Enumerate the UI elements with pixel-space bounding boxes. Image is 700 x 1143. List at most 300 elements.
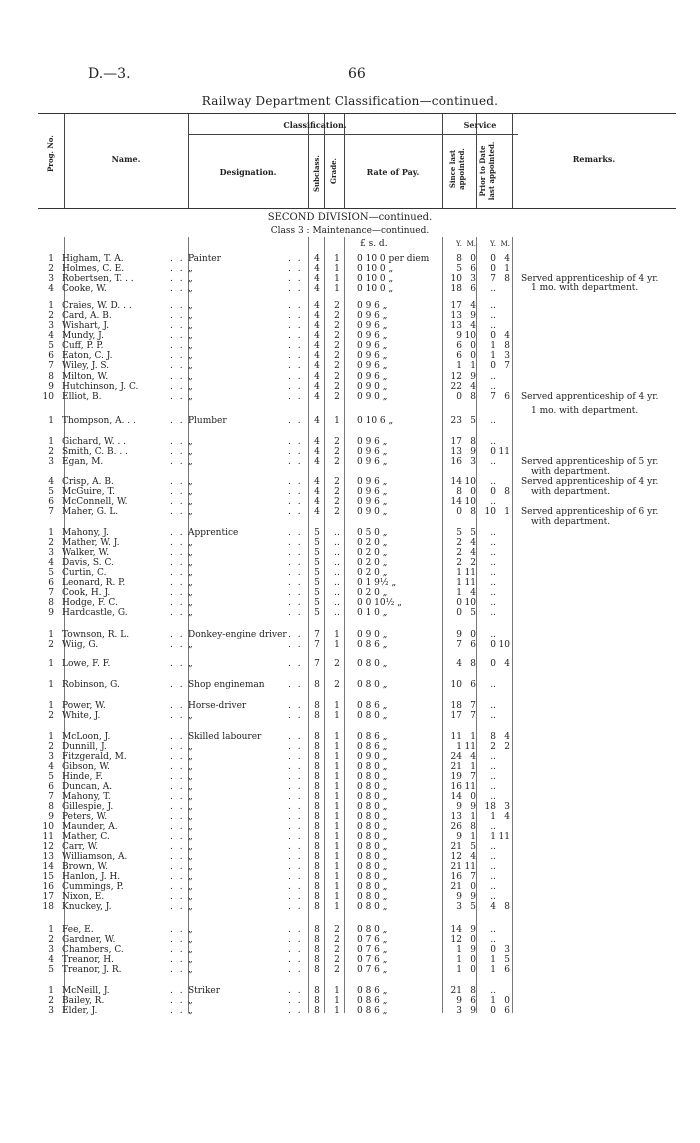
employee-name: Wiig, G. — [62, 640, 99, 650]
leader-dots: . . — [288, 372, 303, 382]
employee-name: Mahony, J. — [62, 528, 109, 538]
leader-dots: . . — [288, 264, 303, 274]
leader-dots: . . — [170, 732, 185, 742]
prior-years: 0 — [490, 945, 496, 955]
since-months: 11 — [464, 742, 476, 752]
grade: 1 — [334, 742, 340, 752]
since-months: 6 — [470, 640, 476, 650]
prior-years: 4 — [490, 902, 496, 912]
grade: 2 — [334, 497, 340, 507]
rate-of-pay: 0 7 6 „ — [357, 935, 388, 945]
leader-dots: . . — [170, 986, 185, 996]
since-months: 8 — [470, 507, 476, 517]
since-months: 0 — [470, 882, 476, 892]
grade: .. — [334, 558, 340, 568]
since-years: 26 — [450, 822, 462, 832]
subclass: 5 — [314, 558, 320, 568]
leader-dots: . . — [170, 711, 185, 721]
employee-name: Mundy, J. — [62, 331, 104, 341]
table-row — [0, 935, 700, 945]
prog-no: 3 — [48, 274, 54, 284]
prog-no: 2 — [48, 311, 54, 321]
rate-of-pay: 0 10 0 „ — [357, 284, 394, 294]
table-row — [0, 598, 700, 608]
leader-dots: . . — [170, 254, 185, 264]
prior-years: 7 — [490, 274, 496, 284]
grade: 2 — [334, 382, 340, 392]
table-row — [0, 640, 700, 650]
prior-years: .. — [490, 588, 496, 598]
prior-years: .. — [490, 568, 496, 578]
subclass: 4 — [314, 311, 320, 321]
designation: „ — [188, 301, 193, 311]
designation: „ — [188, 640, 193, 650]
prior-years: .. — [490, 538, 496, 548]
leader-dots: . . — [170, 955, 185, 965]
table-row — [0, 331, 700, 341]
units-months-since: M. — [466, 240, 476, 248]
since-months: 6 — [470, 996, 476, 1006]
since-months: 0 — [470, 792, 476, 802]
subclass: 8 — [314, 762, 320, 772]
prior-years: 0 — [490, 487, 496, 497]
designation: „ — [188, 742, 193, 752]
remarks-header: Remarks. — [572, 154, 616, 164]
prior-months: 8 — [504, 902, 510, 912]
designation: „ — [188, 382, 193, 392]
prior-to-date-header: Prior to Date last appointed. — [478, 141, 496, 201]
leader-dots: . . — [288, 925, 303, 935]
units-row — [0, 239, 700, 249]
prior-months: 6 — [504, 965, 510, 975]
subclass: 8 — [314, 832, 320, 842]
leader-dots: . . — [170, 996, 185, 1006]
since-years: 9 — [456, 832, 462, 842]
prior-years: .. — [490, 986, 496, 996]
designation: „ — [188, 752, 193, 762]
leader-dots: . . — [170, 274, 185, 284]
rate-of-pay: 0 8 0 „ — [357, 812, 388, 822]
prog-no: 1 — [48, 254, 54, 264]
subclass: 8 — [314, 812, 320, 822]
leader-dots: . . — [170, 812, 185, 822]
leader-dots: . . — [288, 882, 303, 892]
rate-of-pay: 0 8 6 „ — [357, 1006, 388, 1016]
remarks: Served apprenticeship of 6 yr. — [521, 507, 659, 517]
leader-dots: . . — [170, 382, 185, 392]
grade: 2 — [334, 457, 340, 467]
since-months: 4 — [470, 301, 476, 311]
leader-dots: . . — [170, 457, 185, 467]
prior-months: 3 — [504, 351, 510, 361]
prior-years: .. — [490, 608, 496, 618]
since-months: 1 — [470, 732, 476, 742]
leader-dots: . . — [288, 711, 303, 721]
designation: „ — [188, 782, 193, 792]
grade: .. — [334, 528, 340, 538]
subclass: 4 — [314, 477, 320, 487]
grade: .. — [334, 568, 340, 578]
leader-dots: . . — [170, 497, 185, 507]
grade: 2 — [334, 935, 340, 945]
employee-name: Peters, W. — [62, 812, 108, 822]
designation: „ — [188, 264, 193, 274]
grade: 2 — [334, 392, 340, 402]
prog-no: 7 — [48, 507, 54, 517]
prog-no: 1 — [48, 701, 54, 711]
since-months: 8 — [470, 392, 476, 402]
leader-dots: . . — [288, 361, 303, 371]
prog-no: 7 — [48, 792, 54, 802]
prog-no: 1 — [48, 986, 54, 996]
grade: 2 — [334, 955, 340, 965]
leader-dots: . . — [288, 935, 303, 945]
leader-dots: . . — [288, 321, 303, 331]
leader-dots: . . — [170, 701, 185, 711]
rate-of-pay: 0 9 0 „ — [357, 382, 388, 392]
prior-months: 7 — [504, 361, 510, 371]
since-months: 9 — [470, 892, 476, 902]
grade: .. — [334, 548, 340, 558]
leader-dots: . . — [288, 742, 303, 752]
table-row — [0, 802, 700, 812]
table-row — [0, 812, 700, 822]
designation: „ — [188, 608, 193, 618]
subclass: 7 — [314, 659, 320, 669]
prior-months: 10 — [498, 640, 510, 650]
since-years: 9 — [456, 892, 462, 902]
since-months: 0 — [470, 630, 476, 640]
since-years: 4 — [456, 659, 462, 669]
leader-dots: . . — [288, 762, 303, 772]
subclass: 4 — [314, 351, 320, 361]
since-months: 0 — [470, 254, 476, 264]
since-months: 10 — [464, 497, 476, 507]
since-years: 13 — [450, 311, 462, 321]
prior-years: .. — [490, 852, 496, 862]
prior-years: .. — [490, 842, 496, 852]
prog-no: 9 — [48, 812, 54, 822]
prog-no: 4 — [48, 331, 54, 341]
rate-of-pay: 0 8 6 „ — [357, 996, 388, 1006]
grade: .. — [334, 598, 340, 608]
grade: 2 — [334, 437, 340, 447]
employee-name: Gillespie, J. — [62, 802, 114, 812]
designation: „ — [188, 588, 193, 598]
rate-of-pay: 0 9 6 „ — [357, 497, 388, 507]
subclass: 8 — [314, 862, 320, 872]
rate-of-pay: 0 9 6 „ — [357, 447, 388, 457]
table-row — [0, 437, 700, 447]
designation: „ — [188, 558, 193, 568]
grade: 1 — [334, 630, 340, 640]
subclass: 8 — [314, 711, 320, 721]
table-row — [0, 782, 700, 792]
grade: 2 — [334, 331, 340, 341]
prog-no: 1 — [48, 528, 54, 538]
leader-dots: . . — [170, 538, 185, 548]
prior-months: 3 — [504, 802, 510, 812]
since-years: 21 — [450, 986, 462, 996]
prior-years: .. — [490, 528, 496, 538]
leader-dots: . . — [288, 437, 303, 447]
remark-continuation: 1 mo. with department. — [531, 406, 639, 416]
since-months: 7 — [470, 872, 476, 882]
prog-no: 3 — [48, 752, 54, 762]
prog-no: 2 — [48, 538, 54, 548]
prior-months: 0 — [504, 996, 510, 1006]
leader-dots: . . — [288, 548, 303, 558]
employee-name: Carr, W. — [62, 842, 99, 852]
since-months: 5 — [470, 842, 476, 852]
prior-years: .. — [490, 477, 496, 487]
rate-of-pay: 0 8 6 „ — [357, 640, 388, 650]
subclass: 8 — [314, 955, 320, 965]
prog-no: 10 — [42, 822, 54, 832]
leader-dots: . . — [288, 341, 303, 351]
grade: 1 — [334, 822, 340, 832]
since-months: 0 — [470, 487, 476, 497]
designation: „ — [188, 1006, 193, 1016]
since-years: 10 — [450, 680, 462, 690]
subclass: 4 — [314, 284, 320, 294]
since-months: 11 — [464, 578, 476, 588]
employee-name: McLoon, J. — [62, 732, 111, 742]
leader-dots: . . — [170, 659, 185, 669]
subclass: 8 — [314, 772, 320, 782]
rate-of-pay: 0 8 0 „ — [357, 711, 388, 721]
subclass: 4 — [314, 321, 320, 331]
service-header: Service — [463, 120, 497, 130]
designation: „ — [188, 578, 193, 588]
leader-dots: . . — [170, 341, 185, 351]
designation: „ — [188, 284, 193, 294]
leader-dots: . . — [170, 507, 185, 517]
designation: „ — [188, 955, 193, 965]
leader-dots: . . — [288, 608, 303, 618]
prior-years: 1 — [490, 812, 496, 822]
leader-dots: . . — [288, 311, 303, 321]
since-months: 0 — [470, 935, 476, 945]
leader-dots: . . — [170, 437, 185, 447]
employee-name: Crisp, A. B. — [62, 477, 114, 487]
since-years: 13 — [450, 321, 462, 331]
prior-years: .. — [490, 578, 496, 588]
prog-no: 1 — [48, 437, 54, 447]
designation: „ — [188, 762, 193, 772]
subclass: 8 — [314, 842, 320, 852]
prior-months: 4 — [504, 812, 510, 822]
table-row — [0, 772, 700, 782]
subclass: 4 — [314, 301, 320, 311]
prog-no: 3 — [48, 321, 54, 331]
since-years: 8 — [456, 487, 462, 497]
grade: 1 — [334, 711, 340, 721]
since-years: 1 — [456, 361, 462, 371]
grade: 1 — [334, 762, 340, 772]
employee-name: Maher, G. L. — [62, 507, 119, 517]
since-years: 23 — [450, 416, 462, 426]
subclass: 8 — [314, 792, 320, 802]
prior-months: 8 — [504, 274, 510, 284]
since-years: 12 — [450, 852, 462, 862]
since-months: 5 — [470, 528, 476, 538]
grade: 1 — [334, 882, 340, 892]
subclass: 4 — [314, 447, 320, 457]
table-row — [0, 588, 700, 598]
employee-name: Hardcastle, G. — [62, 608, 128, 618]
since-months: 0 — [470, 955, 476, 965]
since-years: 10 — [450, 274, 462, 284]
designation: „ — [188, 882, 193, 892]
leader-dots: . . — [170, 902, 185, 912]
designation: „ — [188, 822, 193, 832]
leader-dots: . . — [170, 392, 185, 402]
subclass: 4 — [314, 372, 320, 382]
since-years: 0 — [456, 507, 462, 517]
prog-no: 5 — [48, 568, 54, 578]
prog-no: 1 — [48, 416, 54, 426]
rate-of-pay: 0 1 0 „ — [357, 608, 388, 618]
since-months: 5 — [470, 608, 476, 618]
designation: Striker — [188, 986, 221, 996]
leader-dots: . . — [288, 392, 303, 402]
prior-years: 0 — [490, 659, 496, 669]
table-row — [0, 447, 700, 457]
table-row — [0, 680, 700, 690]
designation: „ — [188, 802, 193, 812]
prog-no: 2 — [48, 711, 54, 721]
table-row — [0, 254, 700, 264]
employee-name: Williamson, A. — [62, 852, 128, 862]
prior-months: 4 — [504, 659, 510, 669]
grade: .. — [334, 578, 340, 588]
leader-dots: . . — [170, 925, 185, 935]
leader-dots: . . — [170, 477, 185, 487]
grade: 2 — [334, 447, 340, 457]
table-row — [0, 842, 700, 852]
subclass: 8 — [314, 1006, 320, 1016]
leader-dots: . . — [288, 487, 303, 497]
employee-name: Gichard, W. . . — [62, 437, 127, 447]
designation: „ — [188, 852, 193, 862]
subclass: 8 — [314, 822, 320, 832]
leader-dots: . . — [288, 782, 303, 792]
table-row — [0, 742, 700, 752]
rate-of-pay: 0 2 0 „ — [357, 558, 388, 568]
since-years: 8 — [456, 254, 462, 264]
employee-name: Treanor, J. R. — [62, 965, 122, 975]
rate-of-pay: 0 8 0 „ — [357, 762, 388, 772]
since-years: 18 — [450, 284, 462, 294]
since-years: 17 — [450, 301, 462, 311]
employee-name: Holmes, C. E. — [62, 264, 125, 274]
employee-name: Nixon, E. — [62, 892, 105, 902]
grade: 1 — [334, 264, 340, 274]
prior-years: 1 — [490, 341, 496, 351]
rate-of-pay: 0 9 6 „ — [357, 311, 388, 321]
employee-name: Chambers, C. — [62, 945, 124, 955]
designation: „ — [188, 792, 193, 802]
rate-of-pay: 0 8 6 „ — [357, 742, 388, 752]
employee-name: Gibson, W. — [62, 762, 110, 772]
since-years: 17 — [450, 711, 462, 721]
designation: „ — [188, 902, 193, 912]
employee-name: Cummings, P. — [62, 882, 124, 892]
subclass: 5 — [314, 598, 320, 608]
employee-name: Hutchinson, J. C. — [62, 382, 139, 392]
subclass: 8 — [314, 680, 320, 690]
rate-of-pay-header: Rate of Pay. — [366, 167, 420, 177]
employee-name: Mather, C. — [62, 832, 110, 842]
since-months: 2 — [470, 558, 476, 568]
leader-dots: . . — [288, 852, 303, 862]
leader-dots: . . — [288, 578, 303, 588]
rate-of-pay: 0 5 0 „ — [357, 528, 388, 538]
since-years: 19 — [450, 772, 462, 782]
grade: 1 — [334, 892, 340, 902]
leader-dots: . . — [288, 965, 303, 975]
leader-dots: . . — [170, 487, 185, 497]
since-years: 14 — [450, 477, 462, 487]
leader-dots: . . — [170, 361, 185, 371]
leader-dots: . . — [170, 802, 185, 812]
leader-dots: . . — [170, 568, 185, 578]
leader-dots: . . — [170, 965, 185, 975]
employee-name: Card, A. B. — [62, 311, 112, 321]
table-row — [0, 711, 700, 721]
rate-of-pay: 0 8 6 „ — [357, 732, 388, 742]
leader-dots: . . — [170, 945, 185, 955]
since-months: 11 — [464, 782, 476, 792]
table-row — [0, 902, 700, 912]
leader-dots: . . — [288, 568, 303, 578]
rate-of-pay: 0 9 6 „ — [357, 341, 388, 351]
designation: „ — [188, 945, 193, 955]
since-months: 10 — [464, 598, 476, 608]
prior-months: 5 — [504, 955, 510, 965]
prior-years: .. — [490, 925, 496, 935]
since-years: 21 — [450, 842, 462, 852]
rate-of-pay: 0 9 6 „ — [357, 351, 388, 361]
since-months: 9 — [470, 802, 476, 812]
prior-years: .. — [490, 497, 496, 507]
units-years-since: Y. — [456, 240, 462, 248]
rate-of-pay: 0 8 0 „ — [357, 782, 388, 792]
subclass: 8 — [314, 892, 320, 902]
table-row — [0, 955, 700, 965]
since-years: 3 — [456, 902, 462, 912]
rate-of-pay: 0 7 6 „ — [357, 955, 388, 965]
leader-dots: . . — [170, 548, 185, 558]
since-years: 1 — [456, 568, 462, 578]
prog-no: 14 — [42, 862, 54, 872]
since-months: 0 — [470, 341, 476, 351]
leader-dots: . . — [288, 872, 303, 882]
since-months: 10 — [464, 477, 476, 487]
designation: „ — [188, 477, 193, 487]
designation: „ — [188, 772, 193, 782]
grade: 1 — [334, 772, 340, 782]
class-subtitle: Class 3 : Maintenance—continued. — [270, 226, 430, 236]
table-row — [0, 507, 700, 517]
designation: „ — [188, 457, 193, 467]
employee-name: Treanor, H. — [62, 955, 114, 965]
rate-of-pay: 0 8 0 „ — [357, 892, 388, 902]
leader-dots: . . — [288, 538, 303, 548]
subclass: 8 — [314, 752, 320, 762]
employee-name: Wiley, J. S. — [62, 361, 110, 371]
